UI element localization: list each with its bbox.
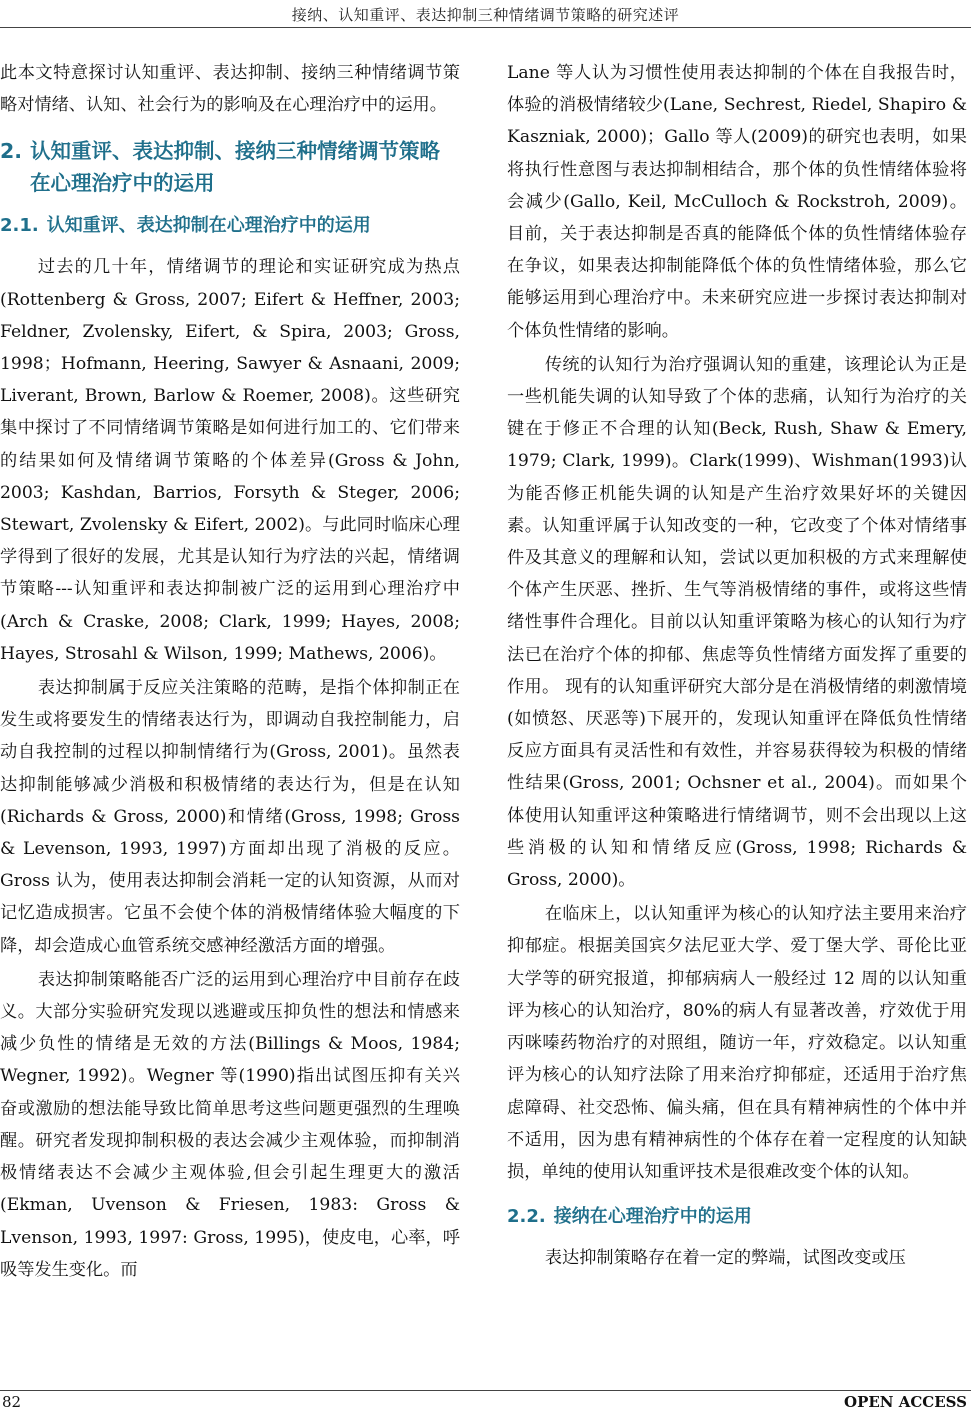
paragraph-clinical-application: 在临床上，以认知重评为核心的认知疗法主要用来治疗抑郁症。根据美国宾夕法尼亚大学、爱丁堡大学、哥伦比亚大学等的研究报道，抑郁病病人一般经过 12 周的以认知重评为核心的认知治疗，80%的病人有显著改善，疗效优于用丙咪嗪药物治疗的对照组，随访一年，疗效稳定。以认知重评为核心的认知疗法除了用来治疗抑郁症，还适用于治疗焦虑障碍、社交恐怖、偏头痛，但在具有精神病性的个体中并不适用，因为患有精神病性的个体存在着一定程度的认知缺损，单纯的使用认知重评技术是很难改变个体的认知。 <box>507 904 967 1182</box>
paragraph-intro-end: 此本文特意探讨认知重评、表达抑制、接纳三种情绪调节策略对情绪、认知、社会行为的影响及在心理治疗中的运用。 <box>0 63 460 116</box>
header-divider <box>0 27 971 28</box>
paragraph-emotion-regulation-history: 过去的几十年，情绪调节的理论和实证研究成为热点(Rottenberg & Gross, 2007; Eifert & Heffner, 2003; Feldner, Zvolensky, Eifert, & Spira, 2003; Gross, 1998；Hofmann, Heering, Sawyer & Asnaani, 2009; Liverant, Brown, Barlow & Roemer, 2008)。这些研究集中探讨了不同情绪调节策略是如何进行加工的、它们带来的结果如何及情绪调节策略的个体差异(Gross & John, 2003; Kashdan, Barrios, Forsyth & Steger, 2006; Stewart, Zvolensky & Eifert, 2002)。与此同时临床心理学得到了很好的发展，尤其是认知行为疗法的兴起，情绪调节策略---认知重评和表达抑制被广泛的运用到心理治疗中(Arch & Craske, 2008; Clark, 1999; Hayes, 2008; Hayes, Strosahl & Wilson, 1999; Mathews, 2006)。 <box>0 257 460 664</box>
paragraph-cognitive-reappraisal: 传统的认知行为治疗强调认知的重建，该理论认为正是一些机能失调的认知导致了个体的悲痛，认知行为治疗的关键在于修正不合理的认知(Beck, Rush, Shaw & Emery, 1979; Clark, 1999)。Clark(1999)、Wishman(1993)认为能否修正机能失调的认知是产生治疗效果好坏的关键因素。认知重评属于认知改变的一种，它改变了个体对情绪事件及其意义的理解和认知，尝试以更加积极的方式来理解使个体产生厌恶、挫折、生气等消极情绪的事件，或将这些情绪性事件合理化。目前以认知重评策略为核心的认知行为疗法已在治疗个体的抑郁、焦虑等负性情绪方面发挥了重要的作用。 现有的认知重评研究大部分是在消极情绪的刺激情境(如愤怒、厌恶等)下展开的，发现认知重评在降低负性情绪反应方面具有灵活性和有效性，并容易获得较为积极的情绪性结果(Gross, 2001; Ochsner et al., 2004)。而如果个体使用认知重评这种策略进行情绪调节，则不会出现以上这些消极的认知和情绪反应(Gross, 1998; Richards & Gross, 2000)。 <box>507 354 967 891</box>
open-access-label: OPEN ACCESS <box>844 1393 967 1411</box>
page-number: 82 <box>2 1393 22 1411</box>
right-column <box>507 57 967 1276</box>
paragraph-acceptance-start: 表达抑制策略存在着一定的弊端，试图改变或压 <box>544 1248 906 1269</box>
section-2-2-number: 2.2. <box>507 1206 546 1228</box>
left-column <box>0 57 460 1288</box>
section-2-1-number: 2.1. <box>0 215 39 237</box>
running-title: 接纳、认知重评、表达抑制三种情绪调节策略的研究述评 <box>291 6 680 24</box>
section-2-2-title: 接纳在心理治疗中的运用 <box>553 1206 752 1228</box>
section-2-1-title: 认知重评、表达抑制在心理治疗中的运用 <box>46 215 371 237</box>
paragraph-suppression-controversy: 表达抑制策略能否广泛的运用到心理治疗中目前存在歧义。大部分实验研究发现以逃避或压抑负性的想法和情感来减少负性的情绪是无效的方法(Billings & Moos, 1984; Wegner, 1992)。Wegner 等(1990)指出试图压抑有关兴奋或激励的想法能导致比简单思考这些问题更强烈的生理唤醒。研究者发现抑制积极的表达会减少主观体验，而抑制消极情绪表达不会减少主观体验,但会引起生理更大的激活(Ekman, Uvenson & Friesen, 1983: Gross & Lvenson, 1993, 1997: Gross, 1995)，使皮电，心率，呼吸等发生变化。而 <box>0 969 460 1280</box>
paragraph-expressive-suppression-definition: 表达抑制属于反应关注策略的范畴，是指个体抑制正在发生或将要发生的情绪表达行为，即调动自我控制能力，启动自我控制的过程以抑制情绪行为(Gross, 2001)。虽然表达抑制能够减少消极和积极情绪的表达行为，但是在认知(Richards & Gross, 2000)和情绪(Gross, 1998; Gross & Levenson, 1993, 1997)方面却出现了消极的反应。Gross 认为，使用表达抑制会消耗一定的认知资源，从而对记忆造成损害。它虽不会使个体的消极情绪体验大幅度的下降，却会造成心血管系统交感神经激活方面的增强。 <box>0 678 460 956</box>
section-2-title: 认知重评、表达抑制、接纳三种情绪调节策略在心理治疗中的运用 <box>30 139 441 196</box>
paragraph-suppression-continued: Lane 等人认为习惯性使用表达抑制的个体在自我报告时，体验的消极情绪较少(Lane, Sechrest, Riedel, Shapiro & Kaszniak, 2000)；Gallo 等人(2009)的研究也表明，如果将执行性意图与表达抑制相结合，那个体的负性情绪体验将会减少(Gallo, Keil, McCulloch & Rockstroh, 2009)。目前，关于表达抑制是否真的能降低个体的负性情绪体验存在争议，如果表达抑制能降低个体的负性情绪体验，那么它能够运用到心理治疗中。未来研究应进一步探讨表达抑制对个体负性情绪的影响。 <box>507 63 967 341</box>
section-2-heading <box>0 135 460 199</box>
section-2-number: 2. <box>0 139 23 164</box>
section-2-1-heading <box>0 211 460 241</box>
footer-divider <box>0 1390 971 1391</box>
section-2-2-heading <box>507 1202 967 1232</box>
